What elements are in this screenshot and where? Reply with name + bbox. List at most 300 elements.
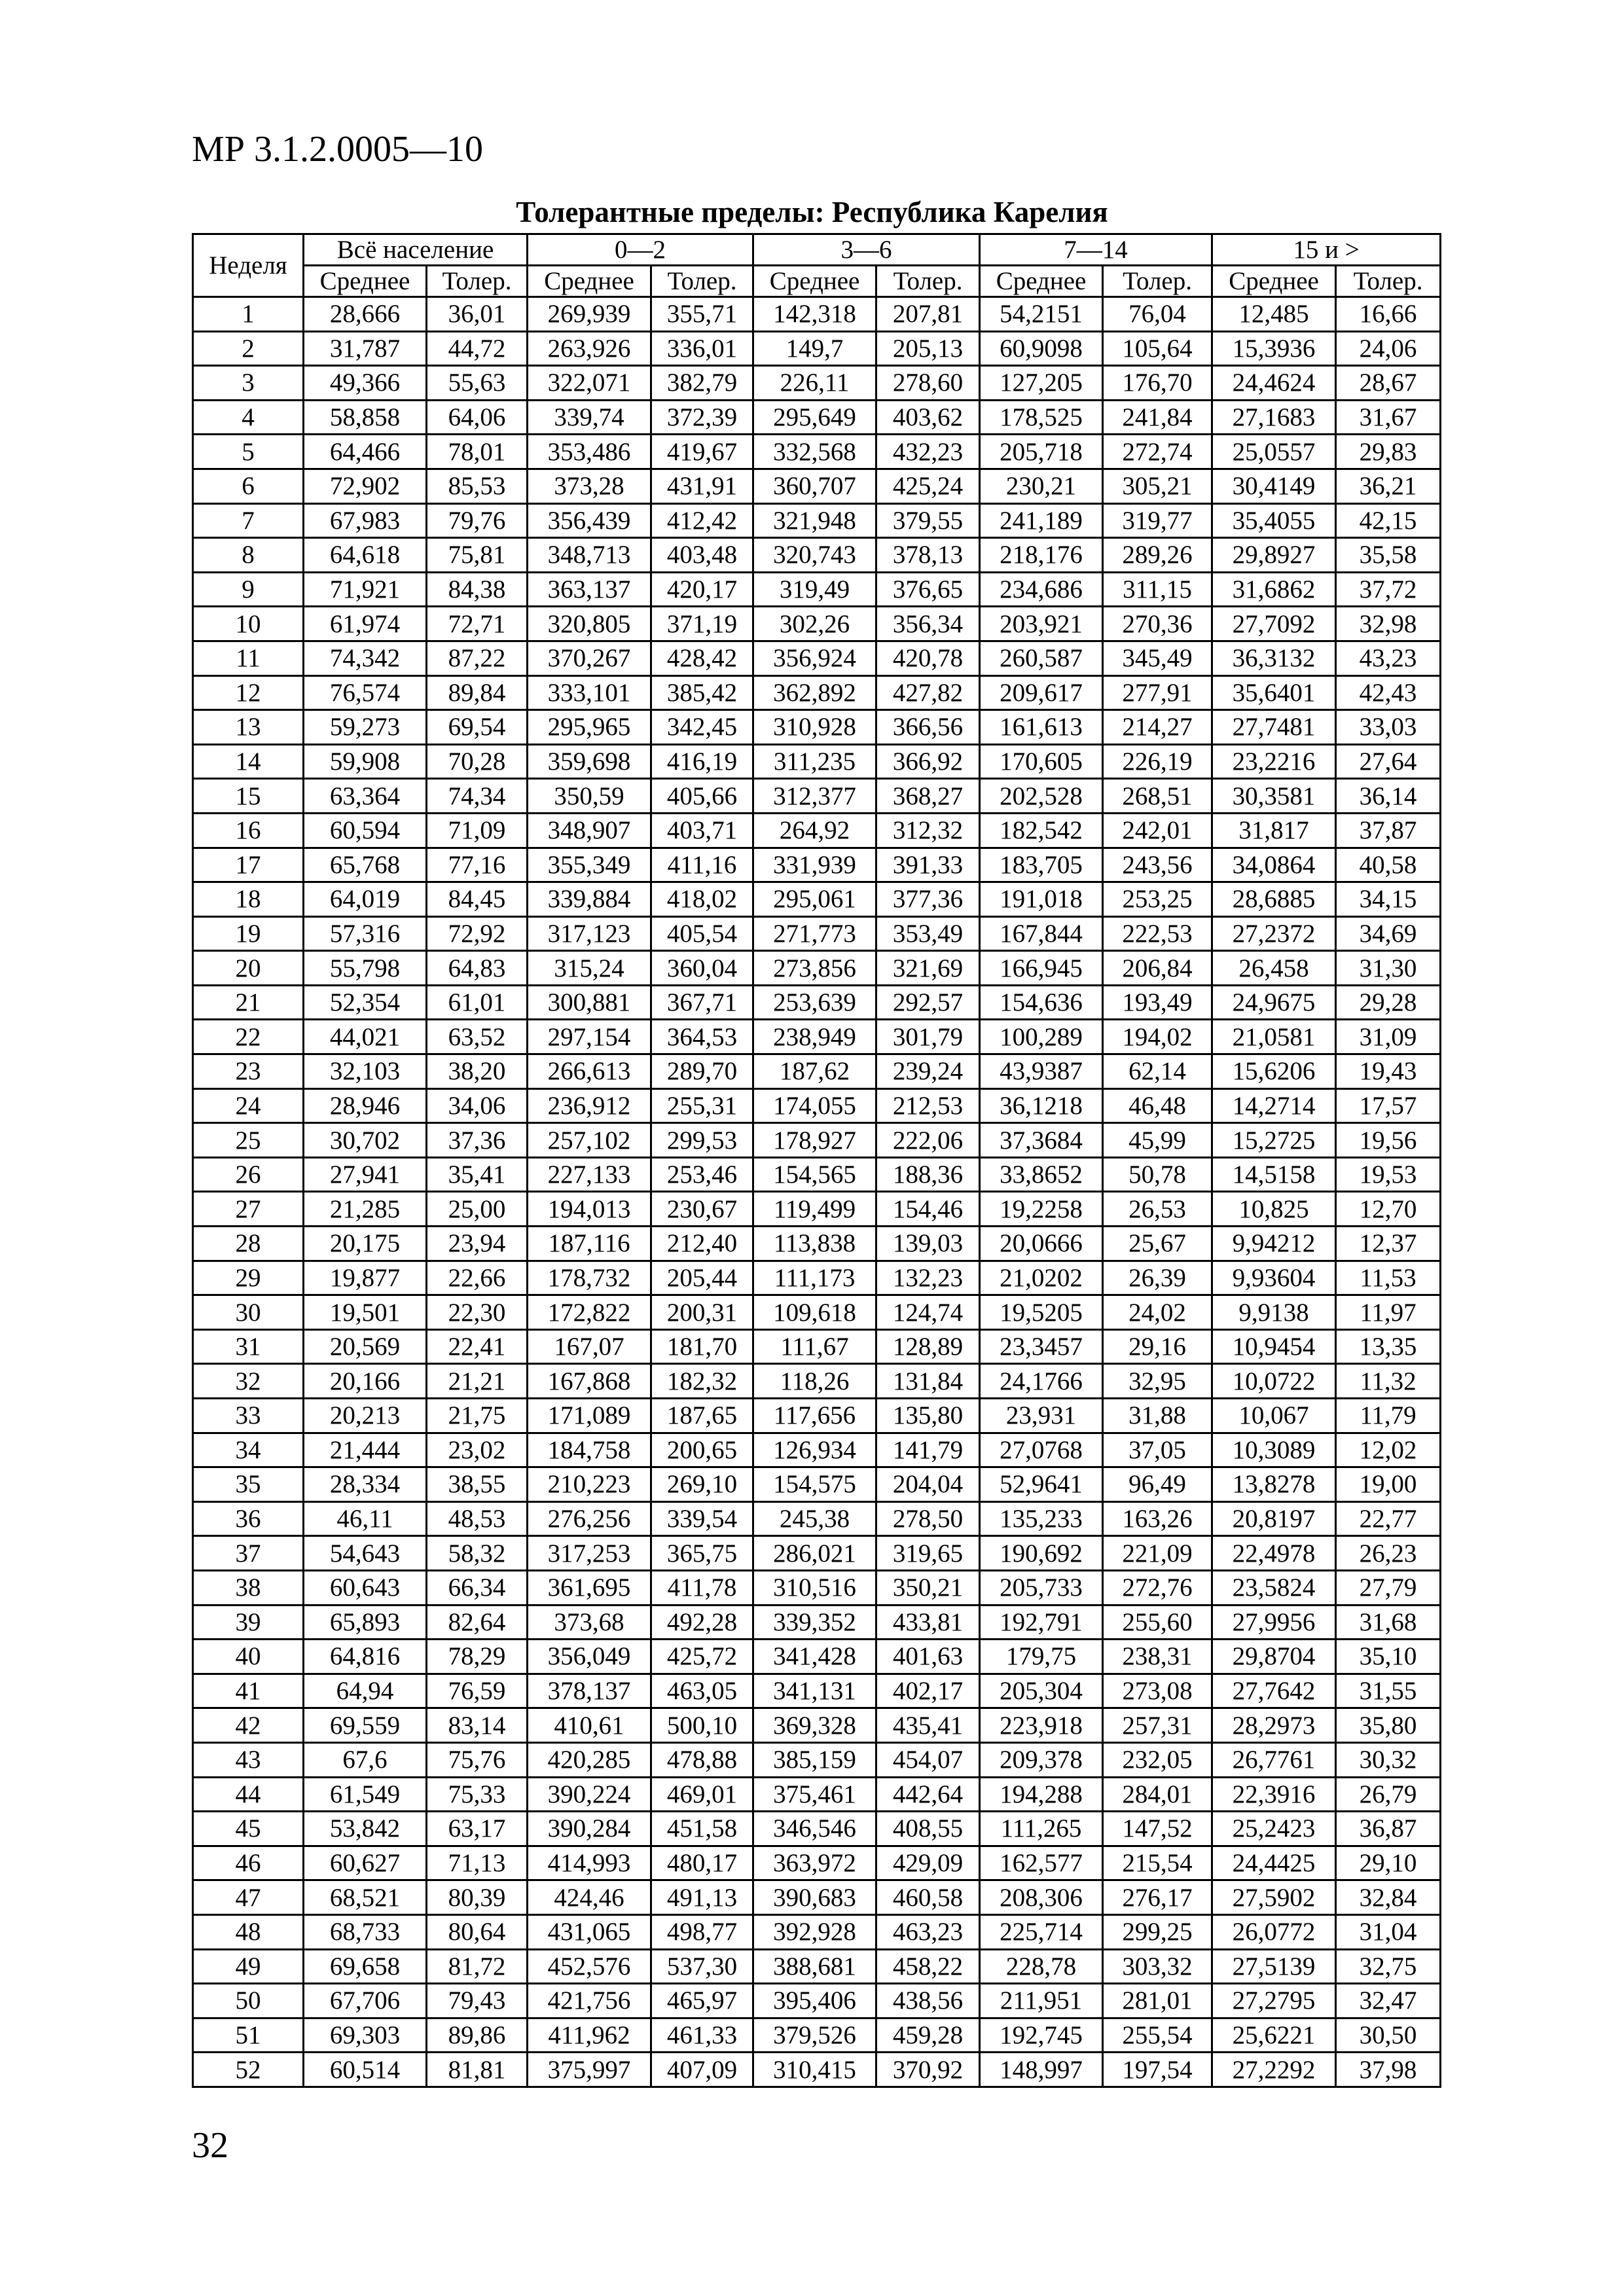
age-3-6-mean-cell: 111,173 [753, 1261, 876, 1295]
age-0-2-mean-cell: 339,74 [528, 400, 651, 435]
sub-header-toler: Толер. [1103, 266, 1212, 297]
all-toler-cell: 69,54 [427, 710, 528, 745]
table-row [193, 331, 1441, 366]
age-0-2-toler-cell: 411,78 [651, 1570, 753, 1605]
all-toler-cell: 61,01 [427, 985, 528, 1020]
week-cell: 8 [193, 538, 304, 573]
age-0-2-mean-cell: 375,997 [528, 2053, 651, 2087]
table-row [193, 2053, 1441, 2087]
all-toler-cell: 84,45 [427, 882, 528, 917]
age-3-6-toler-cell: 379,55 [876, 503, 980, 538]
table-row [193, 2018, 1441, 2053]
age-15-plus-mean-cell: 21,0581 [1212, 1020, 1336, 1054]
week-cell: 20 [193, 951, 304, 986]
table-row [193, 572, 1441, 607]
table-row [193, 779, 1441, 814]
table-row [193, 641, 1441, 675]
table-row [193, 1364, 1441, 1399]
age-3-6-toler-cell: 139,03 [876, 1227, 980, 1261]
age-0-2-mean-cell: 421,756 [528, 1984, 651, 2018]
age-7-14-toler-cell: 62,14 [1103, 1054, 1212, 1089]
age-3-6-mean-cell: 320,743 [753, 538, 876, 573]
all-mean-cell: 60,594 [304, 813, 427, 848]
age-3-6-mean-cell: 331,939 [753, 848, 876, 882]
age-7-14-toler-cell: 276,17 [1103, 1880, 1212, 1915]
table-row [193, 1640, 1441, 1674]
age-7-14-mean-cell: 191,018 [980, 882, 1103, 917]
all-toler-cell: 64,83 [427, 951, 528, 986]
table-row [193, 1020, 1441, 1054]
age-3-6-mean-cell: 363,972 [753, 1846, 876, 1880]
all-toler-cell: 71,13 [427, 1846, 528, 1880]
age-7-14-mean-cell: 166,945 [980, 951, 1103, 986]
age-3-6-mean-cell: 271,773 [753, 916, 876, 951]
age-7-14-toler-cell: 163,26 [1103, 1501, 1212, 1536]
all-mean-cell: 60,643 [304, 1570, 427, 1605]
age-0-2-mean-cell: 269,939 [528, 297, 651, 332]
age-7-14-mean-cell: 23,3457 [980, 1329, 1103, 1364]
age-7-14-toler-cell: 255,60 [1103, 1605, 1212, 1640]
all-toler-cell: 22,66 [427, 1261, 528, 1295]
age-15-plus-toler-cell: 27,64 [1336, 744, 1441, 779]
all-toler-cell: 85,53 [427, 469, 528, 503]
table-row [193, 435, 1441, 469]
week-cell: 32 [193, 1364, 304, 1399]
age-0-2-mean-cell: 390,224 [528, 1777, 651, 1812]
age-0-2-mean-cell: 452,576 [528, 1949, 651, 1984]
age-0-2-mean-cell: 390,284 [528, 1812, 651, 1846]
age-15-plus-mean-cell: 23,5824 [1212, 1570, 1336, 1605]
age-15-plus-toler-cell: 30,32 [1336, 1742, 1441, 1777]
age-0-2-mean-cell: 194,013 [528, 1192, 651, 1227]
age-3-6-toler-cell: 207,81 [876, 297, 980, 332]
age-3-6-mean-cell: 253,639 [753, 985, 876, 1020]
table-row [193, 813, 1441, 848]
age-0-2-toler-cell: 465,97 [651, 1984, 753, 2018]
age-7-14-mean-cell: 178,525 [980, 400, 1103, 435]
age-15-plus-mean-cell: 27,7092 [1212, 607, 1336, 641]
age-0-2-mean-cell: 172,822 [528, 1295, 651, 1330]
age-7-14-toler-cell: 272,76 [1103, 1570, 1212, 1605]
age-15-plus-toler-cell: 35,58 [1336, 538, 1441, 573]
all-mean-cell: 64,466 [304, 435, 427, 469]
all-mean-cell: 64,816 [304, 1640, 427, 1674]
all-toler-cell: 48,53 [427, 1501, 528, 1536]
age-7-14-toler-cell: 31,88 [1103, 1399, 1212, 1433]
age-3-6-mean-cell: 117,656 [753, 1399, 876, 1433]
table-row [193, 951, 1441, 986]
sub-header-toler: Толер. [876, 266, 980, 297]
age-3-6-mean-cell: 286,021 [753, 1536, 876, 1571]
group-header-3-6: 3—6 [753, 234, 980, 266]
all-toler-cell: 80,39 [427, 1880, 528, 1915]
age-7-14-toler-cell: 221,09 [1103, 1536, 1212, 1571]
week-cell: 2 [193, 331, 304, 366]
age-15-plus-toler-cell: 11,97 [1336, 1295, 1441, 1330]
all-toler-cell: 78,29 [427, 1640, 528, 1674]
age-0-2-toler-cell: 382,79 [651, 366, 753, 401]
all-mean-cell: 19,501 [304, 1295, 427, 1330]
all-mean-cell: 21,285 [304, 1192, 427, 1227]
age-7-14-toler-cell: 197,54 [1103, 2053, 1212, 2087]
all-mean-cell: 19,877 [304, 1261, 427, 1295]
age-7-14-toler-cell: 345,49 [1103, 641, 1212, 675]
age-0-2-mean-cell: 227,133 [528, 1157, 651, 1192]
all-mean-cell: 20,569 [304, 1329, 427, 1364]
age-7-14-toler-cell: 289,26 [1103, 538, 1212, 573]
age-3-6-toler-cell: 391,33 [876, 848, 980, 882]
all-mean-cell: 20,166 [304, 1364, 427, 1399]
age-15-plus-mean-cell: 10,9454 [1212, 1329, 1336, 1364]
age-3-6-toler-cell: 212,53 [876, 1088, 980, 1123]
week-cell: 35 [193, 1467, 304, 1502]
age-15-plus-toler-cell: 40,58 [1336, 848, 1441, 882]
table-row [193, 1192, 1441, 1227]
age-7-14-toler-cell: 257,31 [1103, 1708, 1212, 1743]
age-15-plus-toler-cell: 31,55 [1336, 1674, 1441, 1708]
age-0-2-toler-cell: 289,70 [651, 1054, 753, 1089]
age-3-6-toler-cell: 442,64 [876, 1777, 980, 1812]
age-15-plus-toler-cell: 12,70 [1336, 1192, 1441, 1227]
age-0-2-mean-cell: 370,267 [528, 641, 651, 675]
age-3-6-mean-cell: 385,159 [753, 1742, 876, 1777]
age-0-2-toler-cell: 182,32 [651, 1364, 753, 1399]
age-7-14-toler-cell: 305,21 [1103, 469, 1212, 503]
age-0-2-mean-cell: 167,868 [528, 1364, 651, 1399]
age-0-2-toler-cell: 355,71 [651, 297, 753, 332]
age-3-6-mean-cell: 346,546 [753, 1812, 876, 1846]
age-7-14-toler-cell: 50,78 [1103, 1157, 1212, 1192]
age-3-6-toler-cell: 438,56 [876, 1984, 980, 2018]
all-toler-cell: 35,41 [427, 1157, 528, 1192]
week-cell: 22 [193, 1020, 304, 1054]
all-toler-cell: 63,17 [427, 1812, 528, 1846]
age-15-plus-mean-cell: 25,2423 [1212, 1812, 1336, 1846]
all-mean-cell: 20,213 [304, 1399, 427, 1433]
age-15-plus-toler-cell: 27,79 [1336, 1570, 1441, 1605]
age-7-14-mean-cell: 228,78 [980, 1949, 1103, 1984]
all-mean-cell: 53,842 [304, 1812, 427, 1846]
age-3-6-toler-cell: 124,74 [876, 1295, 980, 1330]
all-toler-cell: 22,41 [427, 1329, 528, 1364]
age-15-plus-toler-cell: 19,56 [1336, 1123, 1441, 1158]
age-0-2-mean-cell: 167,07 [528, 1329, 651, 1364]
age-3-6-mean-cell: 187,62 [753, 1054, 876, 1089]
all-mean-cell: 28,334 [304, 1467, 427, 1502]
age-7-14-mean-cell: 54,2151 [980, 297, 1103, 332]
age-15-plus-mean-cell: 35,4055 [1212, 503, 1336, 538]
age-3-6-toler-cell: 278,50 [876, 1501, 980, 1536]
all-toler-cell: 77,16 [427, 848, 528, 882]
age-0-2-toler-cell: 339,54 [651, 1501, 753, 1536]
age-3-6-mean-cell: 369,328 [753, 1708, 876, 1743]
age-15-plus-mean-cell: 36,3132 [1212, 641, 1336, 675]
age-7-14-toler-cell: 255,54 [1103, 2018, 1212, 2053]
age-0-2-toler-cell: 418,02 [651, 882, 753, 917]
all-toler-cell: 72,71 [427, 607, 528, 641]
age-3-6-toler-cell: 353,49 [876, 916, 980, 951]
age-0-2-toler-cell: 469,01 [651, 1777, 753, 1812]
age-7-14-toler-cell: 26,39 [1103, 1261, 1212, 1295]
age-3-6-toler-cell: 188,36 [876, 1157, 980, 1192]
age-3-6-mean-cell: 319,49 [753, 572, 876, 607]
all-mean-cell: 52,354 [304, 985, 427, 1020]
week-cell: 23 [193, 1054, 304, 1089]
age-7-14-mean-cell: 27,0768 [980, 1433, 1103, 1467]
age-0-2-mean-cell: 361,695 [528, 1570, 651, 1605]
age-0-2-mean-cell: 410,61 [528, 1708, 651, 1743]
all-mean-cell: 74,342 [304, 641, 427, 675]
age-15-plus-toler-cell: 19,43 [1336, 1054, 1441, 1089]
age-3-6-mean-cell: 154,565 [753, 1157, 876, 1192]
week-cell: 48 [193, 1914, 304, 1949]
age-0-2-toler-cell: 255,31 [651, 1088, 753, 1123]
age-7-14-toler-cell: 206,84 [1103, 951, 1212, 986]
age-3-6-toler-cell: 401,63 [876, 1640, 980, 1674]
age-7-14-mean-cell: 37,3684 [980, 1123, 1103, 1158]
age-0-2-toler-cell: 200,31 [651, 1295, 753, 1330]
all-toler-cell: 80,64 [427, 1914, 528, 1949]
all-toler-cell: 84,38 [427, 572, 528, 607]
week-cell: 11 [193, 641, 304, 675]
age-3-6-toler-cell: 420,78 [876, 641, 980, 675]
age-0-2-toler-cell: 364,53 [651, 1020, 753, 1054]
all-toler-cell: 81,72 [427, 1949, 528, 1984]
age-0-2-mean-cell: 414,993 [528, 1846, 651, 1880]
age-0-2-mean-cell: 355,349 [528, 848, 651, 882]
age-7-14-mean-cell: 218,176 [980, 538, 1103, 573]
all-mean-cell: 65,893 [304, 1605, 427, 1640]
age-15-plus-toler-cell: 36,14 [1336, 779, 1441, 814]
all-mean-cell: 57,316 [304, 916, 427, 951]
age-0-2-mean-cell: 266,613 [528, 1054, 651, 1089]
table-row [193, 1570, 1441, 1605]
all-toler-cell: 21,21 [427, 1364, 528, 1399]
table-row [193, 710, 1441, 745]
age-3-6-mean-cell: 178,927 [753, 1123, 876, 1158]
age-7-14-mean-cell: 192,745 [980, 2018, 1103, 2053]
table-row [193, 538, 1441, 573]
table-row [193, 1536, 1441, 1571]
age-15-plus-mean-cell: 10,067 [1212, 1399, 1336, 1433]
age-0-2-toler-cell: 181,70 [651, 1329, 753, 1364]
all-mean-cell: 60,514 [304, 2053, 427, 2087]
week-cell: 24 [193, 1088, 304, 1123]
age-0-2-toler-cell: 419,67 [651, 435, 753, 469]
age-0-2-toler-cell: 407,09 [651, 2053, 753, 2087]
age-7-14-toler-cell: 272,74 [1103, 435, 1212, 469]
age-15-plus-toler-cell: 11,32 [1336, 1364, 1441, 1399]
age-3-6-toler-cell: 370,92 [876, 2053, 980, 2087]
age-3-6-toler-cell: 366,56 [876, 710, 980, 745]
age-7-14-mean-cell: 33,8652 [980, 1157, 1103, 1192]
week-cell: 15 [193, 779, 304, 814]
age-15-plus-toler-cell: 24,06 [1336, 331, 1441, 366]
week-cell: 40 [193, 1640, 304, 1674]
age-0-2-mean-cell: 348,907 [528, 813, 651, 848]
age-15-plus-mean-cell: 15,3936 [1212, 331, 1336, 366]
week-cell: 14 [193, 744, 304, 779]
age-3-6-mean-cell: 379,526 [753, 2018, 876, 2053]
table-row [193, 1157, 1441, 1192]
age-15-plus-mean-cell: 15,6206 [1212, 1054, 1336, 1089]
table-row [193, 1261, 1441, 1295]
age-15-plus-toler-cell: 42,15 [1336, 503, 1441, 538]
age-7-14-mean-cell: 21,0202 [980, 1261, 1103, 1295]
all-toler-cell: 22,30 [427, 1295, 528, 1330]
age-0-2-toler-cell: 416,19 [651, 744, 753, 779]
week-cell: 39 [193, 1605, 304, 1640]
all-toler-cell: 81,81 [427, 2053, 528, 2087]
week-cell: 17 [193, 848, 304, 882]
age-3-6-toler-cell: 131,84 [876, 1364, 980, 1399]
age-7-14-toler-cell: 194,02 [1103, 1020, 1212, 1054]
all-mean-cell: 28,666 [304, 297, 427, 332]
age-0-2-toler-cell: 367,71 [651, 985, 753, 1020]
week-cell: 49 [193, 1949, 304, 1984]
age-3-6-toler-cell: 429,09 [876, 1846, 980, 1880]
all-mean-cell: 64,618 [304, 538, 427, 573]
all-toler-cell: 79,76 [427, 503, 528, 538]
age-0-2-toler-cell: 498,77 [651, 1914, 753, 1949]
table-row [193, 916, 1441, 951]
age-15-plus-mean-cell: 27,2292 [1212, 2053, 1336, 2087]
group-header-7-14: 7—14 [980, 234, 1212, 266]
age-3-6-mean-cell: 154,575 [753, 1467, 876, 1502]
all-mean-cell: 28,946 [304, 1088, 427, 1123]
age-7-14-toler-cell: 268,51 [1103, 779, 1212, 814]
age-3-6-toler-cell: 458,22 [876, 1949, 980, 1984]
age-3-6-mean-cell: 341,428 [753, 1640, 876, 1674]
age-0-2-toler-cell: 212,40 [651, 1227, 753, 1261]
age-7-14-mean-cell: 111,265 [980, 1812, 1103, 1846]
age-7-14-mean-cell: 162,577 [980, 1846, 1103, 1880]
age-0-2-toler-cell: 411,16 [651, 848, 753, 882]
age-3-6-toler-cell: 321,69 [876, 951, 980, 986]
age-15-plus-toler-cell: 31,68 [1336, 1605, 1441, 1640]
table-row [193, 469, 1441, 503]
table-row [193, 1227, 1441, 1261]
age-0-2-mean-cell: 353,486 [528, 435, 651, 469]
week-cell: 19 [193, 916, 304, 951]
all-toler-cell: 58,32 [427, 1536, 528, 1571]
age-15-plus-mean-cell: 26,7761 [1212, 1742, 1336, 1777]
age-0-2-mean-cell: 373,68 [528, 1605, 651, 1640]
age-7-14-toler-cell: 226,19 [1103, 744, 1212, 779]
all-mean-cell: 61,974 [304, 607, 427, 641]
week-cell: 1 [193, 297, 304, 332]
age-0-2-toler-cell: 491,13 [651, 1880, 753, 1915]
group-header-15-plus: 15 и > [1212, 234, 1441, 266]
all-toler-cell: 23,94 [427, 1227, 528, 1261]
all-toler-cell: 25,00 [427, 1192, 528, 1227]
age-15-plus-toler-cell: 22,77 [1336, 1501, 1441, 1536]
age-3-6-toler-cell: 433,81 [876, 1605, 980, 1640]
table-row [193, 1914, 1441, 1949]
all-mean-cell: 63,364 [304, 779, 427, 814]
table-row [193, 1708, 1441, 1743]
age-15-plus-mean-cell: 24,4624 [1212, 366, 1336, 401]
age-3-6-toler-cell: 319,65 [876, 1536, 980, 1571]
age-3-6-toler-cell: 425,24 [876, 469, 980, 503]
age-3-6-mean-cell: 149,7 [753, 331, 876, 366]
all-toler-cell: 66,34 [427, 1570, 528, 1605]
age-3-6-mean-cell: 113,838 [753, 1227, 876, 1261]
age-7-14-toler-cell: 96,49 [1103, 1467, 1212, 1502]
age-15-plus-mean-cell: 14,2714 [1212, 1088, 1336, 1123]
age-15-plus-mean-cell: 28,6885 [1212, 882, 1336, 917]
age-7-14-mean-cell: 170,605 [980, 744, 1103, 779]
age-15-plus-toler-cell: 31,67 [1336, 400, 1441, 435]
table-body [193, 297, 1441, 2087]
age-0-2-mean-cell: 317,253 [528, 1536, 651, 1571]
age-0-2-toler-cell: 372,39 [651, 400, 753, 435]
age-15-plus-toler-cell: 11,79 [1336, 1399, 1441, 1433]
age-15-plus-mean-cell: 9,9138 [1212, 1295, 1336, 1330]
age-0-2-toler-cell: 500,10 [651, 1708, 753, 1743]
all-mean-cell: 67,983 [304, 503, 427, 538]
age-0-2-toler-cell: 463,05 [651, 1674, 753, 1708]
age-15-plus-mean-cell: 10,825 [1212, 1192, 1336, 1227]
age-15-plus-mean-cell: 27,5902 [1212, 1880, 1336, 1915]
all-mean-cell: 69,303 [304, 2018, 427, 2053]
age-0-2-toler-cell: 342,45 [651, 710, 753, 745]
all-toler-cell: 36,01 [427, 297, 528, 332]
week-cell: 46 [193, 1846, 304, 1880]
age-7-14-mean-cell: 182,542 [980, 813, 1103, 848]
age-15-plus-toler-cell: 37,98 [1336, 2053, 1441, 2087]
week-cell: 50 [193, 1984, 304, 2018]
age-3-6-toler-cell: 132,23 [876, 1261, 980, 1295]
week-cell: 27 [193, 1192, 304, 1227]
all-toler-cell: 87,22 [427, 641, 528, 675]
age-3-6-toler-cell: 356,34 [876, 607, 980, 641]
age-15-plus-mean-cell: 27,7481 [1212, 710, 1336, 745]
age-7-14-toler-cell: 303,32 [1103, 1949, 1212, 1984]
age-7-14-toler-cell: 105,64 [1103, 331, 1212, 366]
age-15-plus-toler-cell: 12,02 [1336, 1433, 1441, 1467]
age-7-14-toler-cell: 176,70 [1103, 366, 1212, 401]
age-7-14-mean-cell: 127,205 [980, 366, 1103, 401]
sub-header-mean: Среднее [980, 266, 1103, 297]
week-cell: 5 [193, 435, 304, 469]
age-15-plus-toler-cell: 43,23 [1336, 641, 1441, 675]
age-3-6-toler-cell: 222,06 [876, 1123, 980, 1158]
all-mean-cell: 68,733 [304, 1914, 427, 1949]
all-mean-cell: 59,273 [304, 710, 427, 745]
age-7-14-mean-cell: 209,617 [980, 675, 1103, 710]
age-15-plus-toler-cell: 32,47 [1336, 1984, 1441, 2018]
all-mean-cell: 54,643 [304, 1536, 427, 1571]
age-7-14-toler-cell: 284,01 [1103, 1777, 1212, 1812]
age-15-plus-mean-cell: 30,3581 [1212, 779, 1336, 814]
age-3-6-toler-cell: 454,07 [876, 1742, 980, 1777]
age-15-plus-mean-cell: 29,8927 [1212, 538, 1336, 573]
age-7-14-mean-cell: 148,997 [980, 2053, 1103, 2087]
age-7-14-toler-cell: 24,02 [1103, 1295, 1212, 1330]
all-toler-cell: 23,02 [427, 1433, 528, 1467]
age-3-6-mean-cell: 245,38 [753, 1501, 876, 1536]
age-0-2-toler-cell: 230,67 [651, 1192, 753, 1227]
age-15-plus-toler-cell: 13,35 [1336, 1329, 1441, 1364]
age-15-plus-toler-cell: 34,15 [1336, 882, 1441, 917]
age-0-2-toler-cell: 187,65 [651, 1399, 753, 1433]
table-row [193, 1088, 1441, 1123]
age-0-2-toler-cell: 200,65 [651, 1433, 753, 1467]
age-7-14-toler-cell: 193,49 [1103, 985, 1212, 1020]
age-7-14-toler-cell: 26,53 [1103, 1192, 1212, 1227]
age-0-2-toler-cell: 360,04 [651, 951, 753, 986]
